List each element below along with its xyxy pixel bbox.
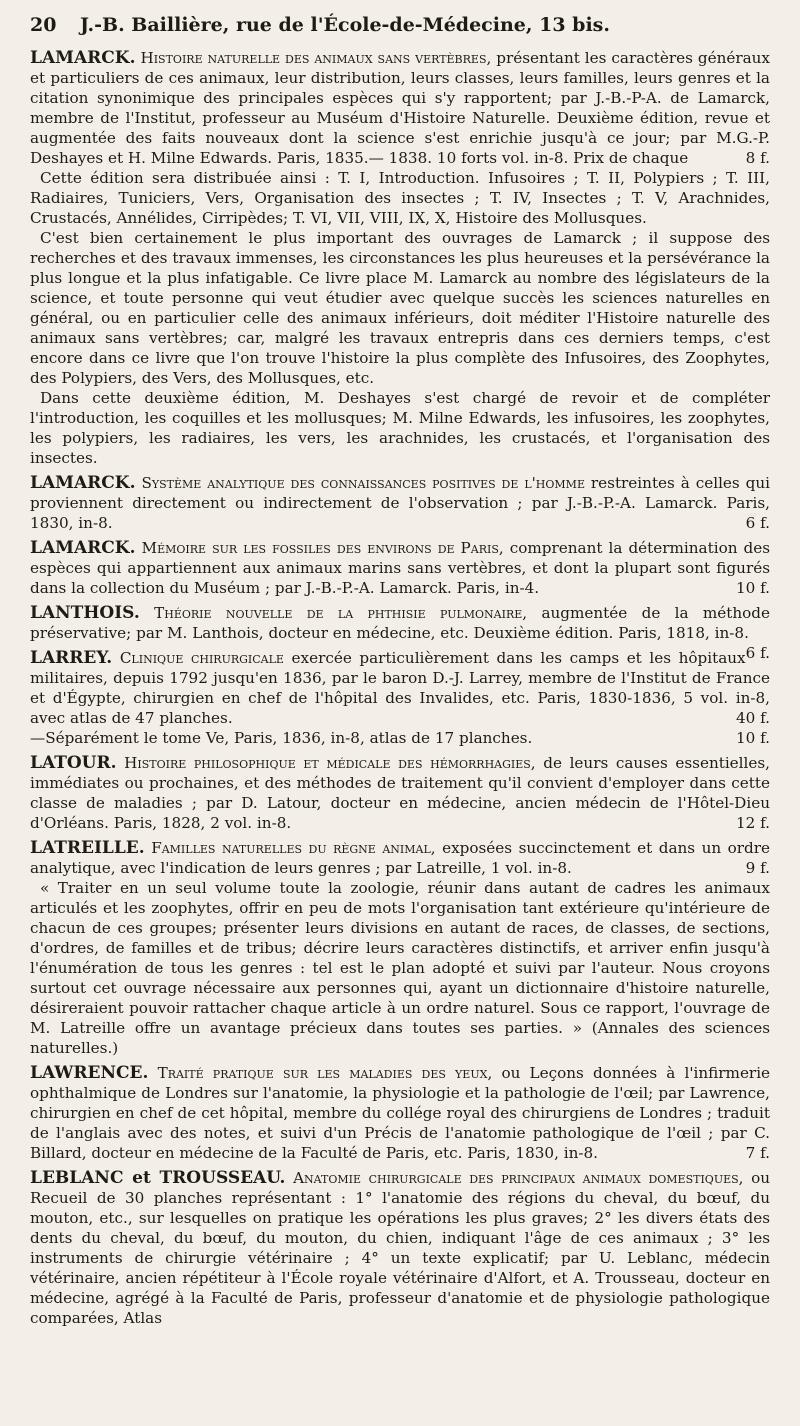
entry-lead: Système analytique des connaissances positives de l'homme (141, 474, 585, 492)
entry-author: LAMARCK. (30, 538, 136, 558)
entry-author: LATREILLE. (30, 838, 145, 858)
entry-note: « Traiter en un seul volume toute la zoologie, réunir dans autant de cadres les animaux articulés et les zoophytes, offrir en peu de mots l'organisation tant extérieure qu'intérieure de chacun de ces groupes; présenter leurs divisions en autant de races, de classes, de sections, d'ordres, de familles et de tribus; décrire leurs caractères distinctifs, et arriver enfin jusqu'à l'énumération de tous les genres : tel est le plan adopté et suivi par l'auteur. Nous croyons surtout cet ouvrage nécessaire aux personnes qui, ayant un dictionnaire d'histoire naturelle, désireraient pouvoir rattacher chaque article à un ordre naturel. Sous ce rapport, l'ouvrage de M. Latreille offre un avantage précieux dans toutes ses parties. » (Annales des sciences naturelles.) (30, 879, 770, 1057)
entry-price: 7 f. (745, 1144, 770, 1162)
entry-price: 6 f. (745, 644, 770, 662)
entry-note: C'est bien certainement le plus important des ouvrages de Lamarck ; il suppose des recherches et des travaux immenses, les circonstances les plus heureuses et la persévérance la plus longue et la plus infatigable. Ce livre place M. Lamarck au nombre des législateurs de la science, et toute personne qui veut étudier avec quelque succès les sciences naturelles en général, ou en particulier celle des animaux inférieurs, doit méditer l'Histoire naturelle des animaux sans vertèbres; car, malgré les travaux entrepris dans ces derniers temps, c'est encore dans ce livre que l'on trouve l'histoire la plus complète des Infusoires, des Zoophytes, des Polypiers, des Vers, des Mollusques, etc. (30, 229, 770, 387)
entry-price: 12 f. (735, 814, 770, 832)
entry-lead: Anatomie chirurgicale des principaux animaux domestiques, (293, 1169, 744, 1187)
entry-text: présentant les caractères généraux et particuliers de ces animaux, leur distribution, leurs classes, leurs familles, leurs genres et la citation synonimique des principales espèces qui s'y rapportent; par J.-B.-P-A. de Lamarck, membre de l'Institut, professeur au Muséum d'Histoire Naturelle. Deuxième édition, revue et augmentée des faits nouveaux dont la science s'est enrichie jusqu'à ce jour; par M.G.-P. Deshayes et H. Milne Edwards. Paris, 1835.— 1838. 10 forts vol. in-8. Prix de chaque (30, 49, 770, 167)
catalogue-entry (30, 473, 770, 533)
entry-text: ou Recueil de 30 planches représentant : 1° l'anatomie des régions du cheval, du bœuf, du mouton, etc., sur lesquelles on pratique les opérations les plus graves; 2° les divers états des dents du cheval, du bœuf, du mouton, du chien, indiquant l'âge de ces animaux ; 3° les instruments de chirurgie vétérinaire ; 4° un texte explicatif; par U. Leblanc, médecin vétérinaire, ancien répétiteur à l'École royale vétérinaire d'Alfort, et A. Trousseau, docteur en médecine, agrégé à la Faculté de Paris, professeur d'anatomie et de physiologie pathologique comparées, Atlas (30, 1169, 771, 1327)
catalogue-entry (30, 538, 770, 598)
entry-author: LAMARCK. (30, 473, 136, 493)
entry-text: comprenant la détermination des espèces qui appartiennent aux animaux marins sans vertèbres, et dont la plupart sont figurés dans la collection du Muséum ; par J.-B.-P.-A. Lamarck. Paris, in-4. (30, 539, 771, 597)
entry-text: de leurs causes essentielles, immédiates ou prochaines, et des méthodes de traitement qu'il convient d'employer dans cette classe de maladies ; par D. Latour, docteur en médecine, ancien médecin de l'Hôtel-Dieu d'Orléans. Paris, 1828, 2 vol. in-8. (30, 754, 770, 832)
entry-note: Cette édition sera distribuée ainsi : T. I, Introduction. Infusoires ; T. II, Polypiers ; T. III, Radiaires, Tuniciers, Vers, Organisation des insectes ; T. IV, Insectes ; T. V, Arachnides, Crustacés, Annélides, Cirripèdes; T. VI, VII, VIII, IX, X, Histoire des Mollusques. (30, 169, 770, 227)
entry-price: 10 f. (735, 579, 770, 597)
entry-text: exercée particulièrement dans les camps et les hôpitaux militaires, depuis 1792 jusqu'en 1836, par le baron D.-J. Larrey, membre de l'Institut de France et d'Égypte, chirurgien en chef de l'hôpital des Invalides, etc. Paris, 1830-1836, 5 vol. in-8, avec atlas de 47 planches. (30, 649, 770, 727)
entry-author: LATOUR. (30, 753, 117, 773)
entry-text: ou Leçons données à l'infirmerie ophthalmique de Londres sur l'anatomie, la physiologie et la pathologie de l'œil; par Lawrence, chirurgien en chef de cet hôpital, membre du collége royal des chirurgiens de Londres ; traduit de l'anglais avec des notes, et suivi d'un Précis de l'anatomie pathologique de l'œil ; par C. Billard, docteur en médecine de la Faculté de Paris, etc. Paris, 1830, in-8. (30, 1064, 771, 1162)
entry-price: 9 f. (745, 859, 770, 877)
entry-price-secondary: 10 f. (735, 729, 770, 747)
entry-price: 8 f. (745, 149, 770, 167)
entry-lead: Théorie nouvelle de la phthisie pulmonaire, (154, 604, 528, 622)
catalogue-entry (30, 48, 770, 468)
catalogue-entry (30, 1063, 770, 1163)
entry-text: augmentée de la méthode préservative; par M. Lanthois, docteur en médecine, etc. Deuxième édition. Paris, 1818, in-8. (30, 604, 771, 642)
entry-author: LANTHOIS. (30, 603, 140, 623)
running-title: J.-B. Baillière, rue de l'École-de-Médecine, 13 bis. (80, 14, 610, 36)
catalogue-entry (30, 838, 770, 1058)
entry-author: LAWRENCE. (30, 1063, 149, 1083)
entry-author: LARREY. (30, 648, 113, 668)
entry-text: exposées succinctement et dans un ordre analytique, avec l'indication de leurs genres ; par Latreille, 1 vol. in-8. (30, 839, 771, 877)
catalogue-entry (30, 753, 770, 833)
entry-lead: Traité pratique sur les maladies des yeux, (157, 1064, 493, 1082)
catalogue-entry (30, 1168, 770, 1328)
page-number: 20 (30, 14, 57, 36)
entry-author: LAMARCK. (30, 48, 136, 68)
entry-price: 6 f. (745, 514, 770, 532)
entry-author: LEBLANC et TROUSSEAU. (30, 1168, 286, 1188)
page-header (30, 14, 770, 48)
entry-lead: Familles naturelles du règne animal, (151, 839, 436, 857)
entry-lead: Clinique chirurgicale (119, 649, 284, 667)
entry-lead: Histoire naturelle des animaux sans vertèbres, (140, 49, 492, 67)
entry-lead: Histoire philosophique et médicale des hémorrhagies, (124, 754, 536, 772)
entry-text-secondary: —Séparément le tome Ve, Paris, 1836, in-8, atlas de 17 planches. (30, 729, 533, 747)
entry-price: 40 f. (735, 709, 770, 727)
entry-text: restreintes à celles qui proviennent directement ou indirectement de l'observation ; par J.-B.-P.-A. Lamarck. Paris, 1830, in-8. (30, 474, 770, 532)
entry-lead: Mémoire sur les fossiles des environs de Paris, (141, 539, 504, 557)
entry-note: Dans cette deuxième édition, M. Deshayes s'est chargé de revoir et de compléter l'introduction, les coquilles et les mollusques; M. Milne Edwards, les infusoires, les zoophytes, les polypiers, les radiaires, les vers, les arachnides, les crustacés, et l'organisation des insectes. (30, 389, 770, 467)
catalogue-entry (30, 648, 770, 748)
